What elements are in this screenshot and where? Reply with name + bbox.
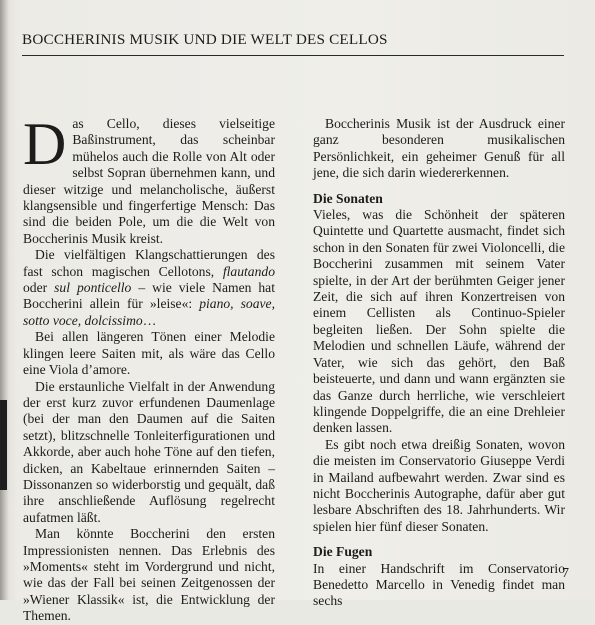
- right-column: [313, 116, 565, 610]
- page-number: 7: [562, 566, 569, 581]
- title-rule: [22, 55, 564, 56]
- page-title: BOCCHERINIS MUSIK UND DIE WELT DES CELLOS: [22, 31, 388, 48]
- paragraph-leere-saiten: Bei allen längeren Tönen einer Melodie klingen leere Saiten mit, als wäre das Cello eine Viola d’amore.: [23, 329, 275, 378]
- left-column: [23, 111, 275, 625]
- paragraph-klangschattierungen: [23, 247, 275, 329]
- term-flautando: flautando: [222, 263, 275, 279]
- p2-mid: – wie viele Namen hat Boccherini allein für »leise«:: [23, 280, 275, 312]
- page-binding-edge: [0, 0, 9, 600]
- paragraph-impressionist: Man könnte Boccherini den ersten Impressionisten nennen. Das Erlebnis des »Moments« steht im Vordergrund und nicht, wie das der Fall bei seinen Zeitgenossen der »Wiener Klassik« ist, die Entwicklung der Themen.: [23, 526, 275, 624]
- drop-cap: D: [23, 111, 67, 177]
- term-sul-ponticello: sul ponticello: [54, 280, 132, 296]
- paragraph-daumenlage: Die erstaunliche Vielfalt in der Anwendung der erst kurz zuvor erfundenen Daumenlage (bei der man den Daumen auf die Saiten setzt), blitzschnelle Tonleiterfigurationen und Akkorde, aber auch hohe Töne auf den tiefen, dicken, an Kabeltaue erinnernden Saiten – Dissonanzen so widerborstig und gequält, daß ihre anschließende Auflösung regelrecht aufatmen läßt.: [23, 378, 275, 525]
- p2-end: …: [142, 312, 157, 328]
- spine-mark: [0, 400, 7, 490]
- paragraph-fugen: In einer Handschrift im Conservatorio Benedetto Marcello in Venedig findet man sechs: [313, 560, 565, 609]
- paragraph-intro: [23, 111, 275, 247]
- p2-start: Die vielfältigen Klangschattierungen des fast schon magischen Cellotons,: [23, 247, 275, 279]
- heading-sonaten: Die Sonaten: [313, 190, 383, 206]
- p2-oder: oder: [23, 280, 55, 296]
- terms-leise: piano, soave, sotto voce, dolcissimo: [23, 296, 275, 328]
- paragraph-intro-text: as Cello, dieses vielseitige Baßinstrument, das scheinbar mühelos auch die Rolle von Alt oder selbst Sopran übernehmen kann, und dieser witzige und melancholische, äußerst klangsensible und fingerfertige Mensch: Das sind die beiden Pole, um die die Welt von Boccherinis Musik kreist.: [23, 116, 275, 246]
- paragraph-sonaten-1: Vieles, was die Schönheit der späteren Quintette und Quartette ausmacht, findet sich schon in den Sonaten für zwei Violoncelli, die Boccherini zusammen mit seinem Vater spielte, in der Art der berühmten Geiger jener Zeit, die sich auf ihren Konzertreisen von einem Cellisten als Continuo-Spieler begleiten ließen. Der Sohn spielte die Melodien und schnellen Läufe, während der Vater, wie sich das gehört, den Baß beisteuerte, und dann und wann ergänzten sie das Ganze durch herrliche, wie verschleiert klingende Doppelgriffe, die an eine Drehleier denken lassen.: [313, 207, 565, 436]
- paragraph-sonaten-2: Es gibt noch etwa dreißig Sonaten, wovon die meisten im Conservatorio Giuseppe Verdi in Mailand aufbewahrt werden. Zwar sind es nicht Boccherinis Autographe, dafür aber gut lesbare Abschriften des 18. Jahrhunderts. Wir spielen hier fünf dieser Sonaten.: [313, 436, 565, 534]
- heading-fugen: Die Fugen: [313, 544, 373, 560]
- paragraph-ausdruck: Boccherinis Musik ist der Ausdruck einer ganz besonderen musikalischen Persönlichkeit, ein geheimer Genuß für all jene, die sich darin wiedererkennen.: [313, 116, 565, 181]
